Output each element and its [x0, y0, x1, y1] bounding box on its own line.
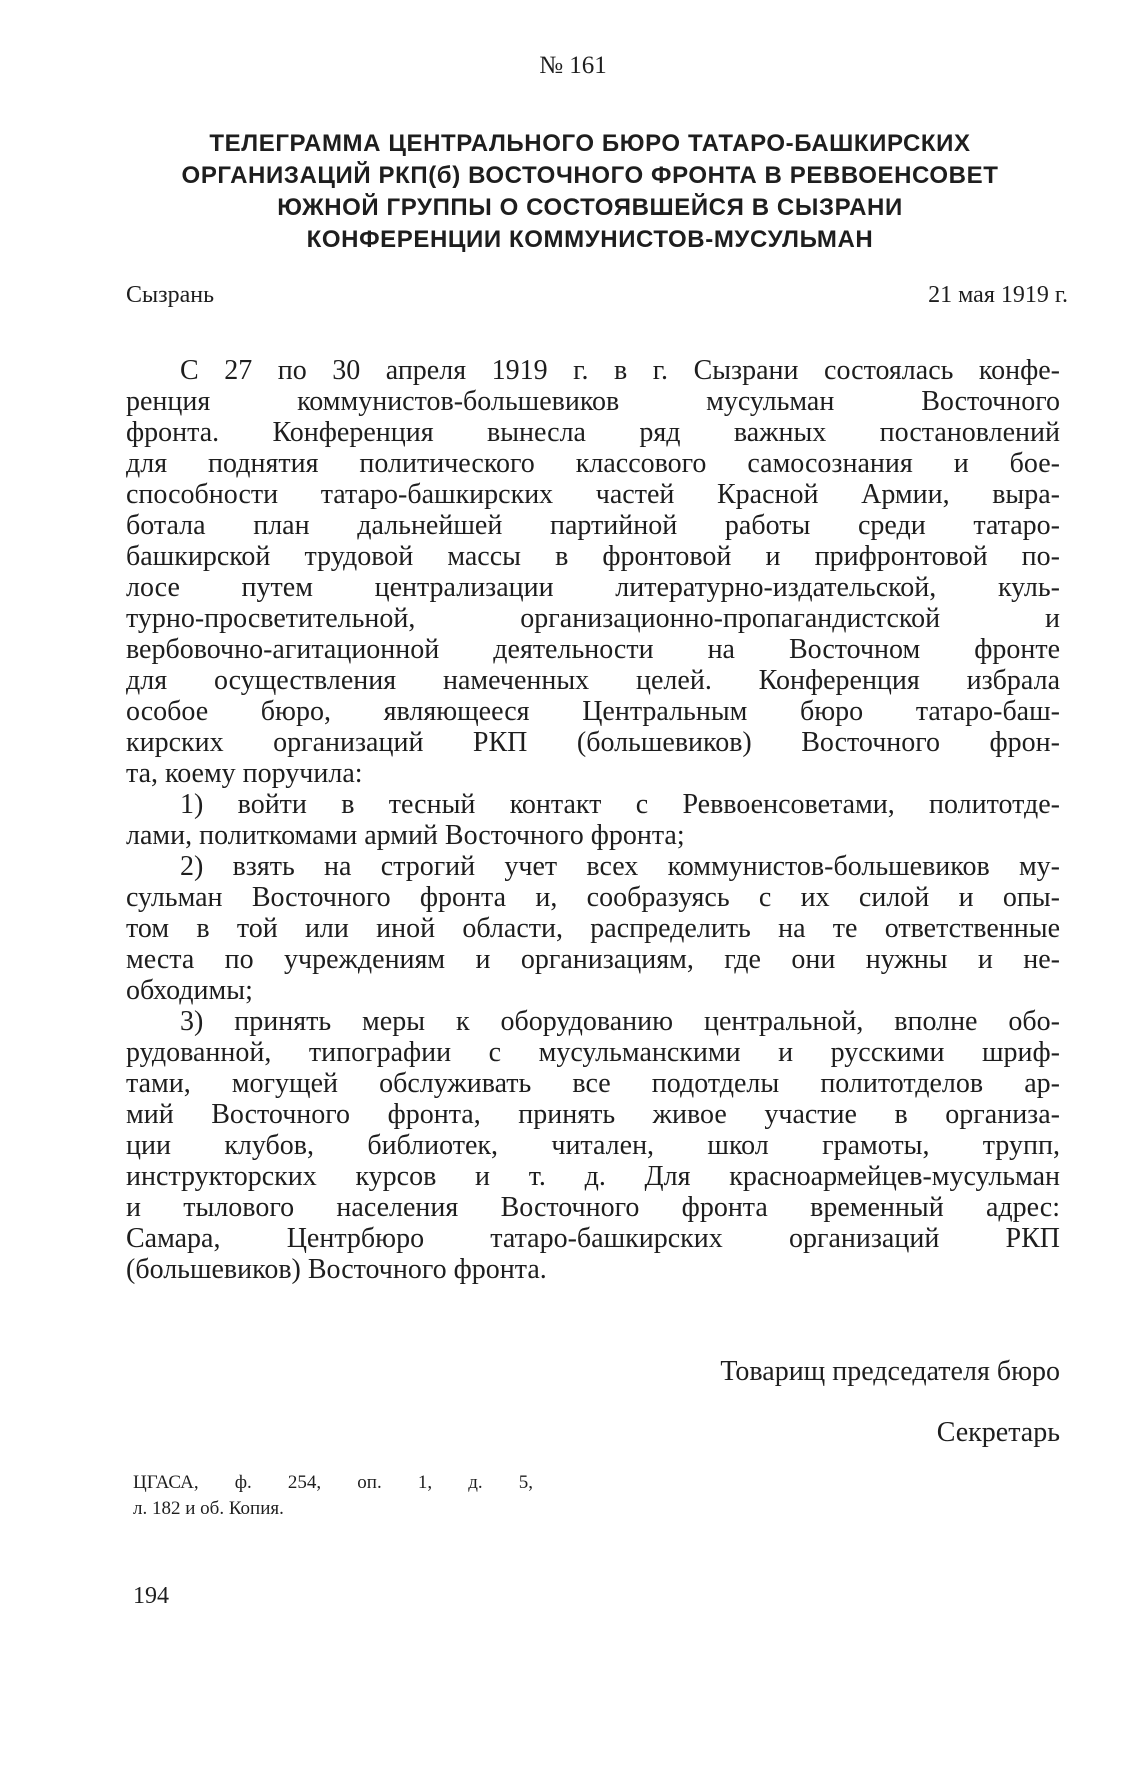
document-body: [126, 355, 1060, 1285]
title-line: ТЕЛЕГРАММА ЦЕНТРАЛЬНОГО БЮРО ТАТАРО-БАШКИРСКИХ: [209, 130, 971, 157]
archive-line: л. 182 и об. Копия.: [133, 1498, 284, 1519]
body-line: том в той или иной области, распределить на те ответственные: [126, 913, 1060, 944]
body-line: кирских организаций РКП (большевиков) Восточного фрон-: [126, 727, 1060, 758]
title-line: ЮЖНОЙ ГРУППЫ О СОСТОЯВШЕЙСЯ В СЫЗРАНИ: [277, 194, 903, 221]
archive-reference: [133, 1470, 533, 1522]
body-line: (большевиков) Восточного фронта.: [126, 1254, 547, 1285]
body-line: Самара, Центрбюро татаро-башкирских организаций РКП: [126, 1223, 1060, 1254]
title-line: ОРГАНИЗАЦИЙ РКП(б) ВОСТОЧНОГО ФРОНТА В РЕВВОЕНСОВЕТ: [181, 162, 999, 189]
body-line: та, коему поручила:: [126, 758, 363, 789]
body-line: мий Восточного фронта, принять живое участие в организа-: [126, 1099, 1060, 1130]
body-line: обходимы;: [126, 975, 253, 1006]
page-number: 194: [133, 1583, 169, 1609]
body-line: инструкторских курсов и т. д. Для красноармейцев-мусульман: [126, 1161, 1060, 1192]
archive-line: ЦГАСА, ф. 254, оп. 1, д. 5,: [133, 1472, 533, 1493]
document-title: [130, 128, 1050, 256]
body-line: турно-просветительной, организационно-пропагандистской и: [126, 603, 1060, 634]
body-line: лосе путем централизации литературно-издательской, куль-: [126, 572, 1060, 603]
body-line: способности татаро-башкирских частей Красной Армии, выра-: [126, 479, 1060, 510]
body-line: вербовочно-агитационной деятельности на Восточном фронте: [126, 634, 1060, 665]
body-line: тами, могущей обслуживать все подотделы политотделов ар-: [126, 1068, 1060, 1099]
body-line: места по учреждениям и организациям, где они нужны и не-: [126, 944, 1060, 975]
body-line: С 27 по 30 апреля 1919 г. в г. Сызрани состоялась конфе-: [180, 355, 1060, 386]
body-line: для осуществления намеченных целей. Конференция избрала: [126, 665, 1060, 696]
body-line: фронта. Конференция вынесла ряд важных постановлений: [126, 417, 1060, 448]
body-line: для поднятия политического классового самосознания и бое-: [126, 448, 1060, 479]
body-line: ции клубов, библиотек, читален, школ грамоты, трупп,: [126, 1130, 1060, 1161]
body-line: и тылового населения Восточного фронта временный адрес:: [126, 1192, 1060, 1223]
body-line: особое бюро, являющееся Центральным бюро татаро-баш-: [126, 696, 1060, 727]
signature-deputy-chairman: Товарищ председателя бюро: [720, 1356, 1060, 1387]
body-line: сульман Восточного фронта и, сообразуясь с их силой и опы-: [126, 882, 1060, 913]
document-number: № 161: [539, 52, 607, 79]
body-line: ботала план дальнейшей партийной работы среди татаро-: [126, 510, 1060, 541]
document-place: Сызрань: [126, 282, 215, 308]
body-line: ренция коммунистов-большевиков мусульман Восточного: [126, 386, 1060, 417]
body-line: рудованной, типографии с мусульманскими и русскими шриф-: [126, 1037, 1060, 1068]
body-line: 3) принять меры к оборудованию центральной, вполне обо-: [180, 1006, 1060, 1037]
title-line: КОНФЕРЕНЦИИ КОММУНИСТОВ-МУСУЛЬМАН: [306, 226, 874, 253]
signature-secretary: Секретарь: [936, 1417, 1060, 1448]
body-line: 1) войти в тесный контакт с Реввоенсоветами, политотде-: [180, 789, 1060, 820]
body-line: лами, политкомами армий Восточного фронта;: [126, 820, 685, 851]
body-line: 2) взять на строгий учет всех коммунистов-большевиков му-: [180, 851, 1060, 882]
body-line: башкирской трудовой массы в фронтовой и прифронтовой по-: [126, 541, 1060, 572]
document-date: 21 мая 1919 г.: [928, 282, 1068, 308]
